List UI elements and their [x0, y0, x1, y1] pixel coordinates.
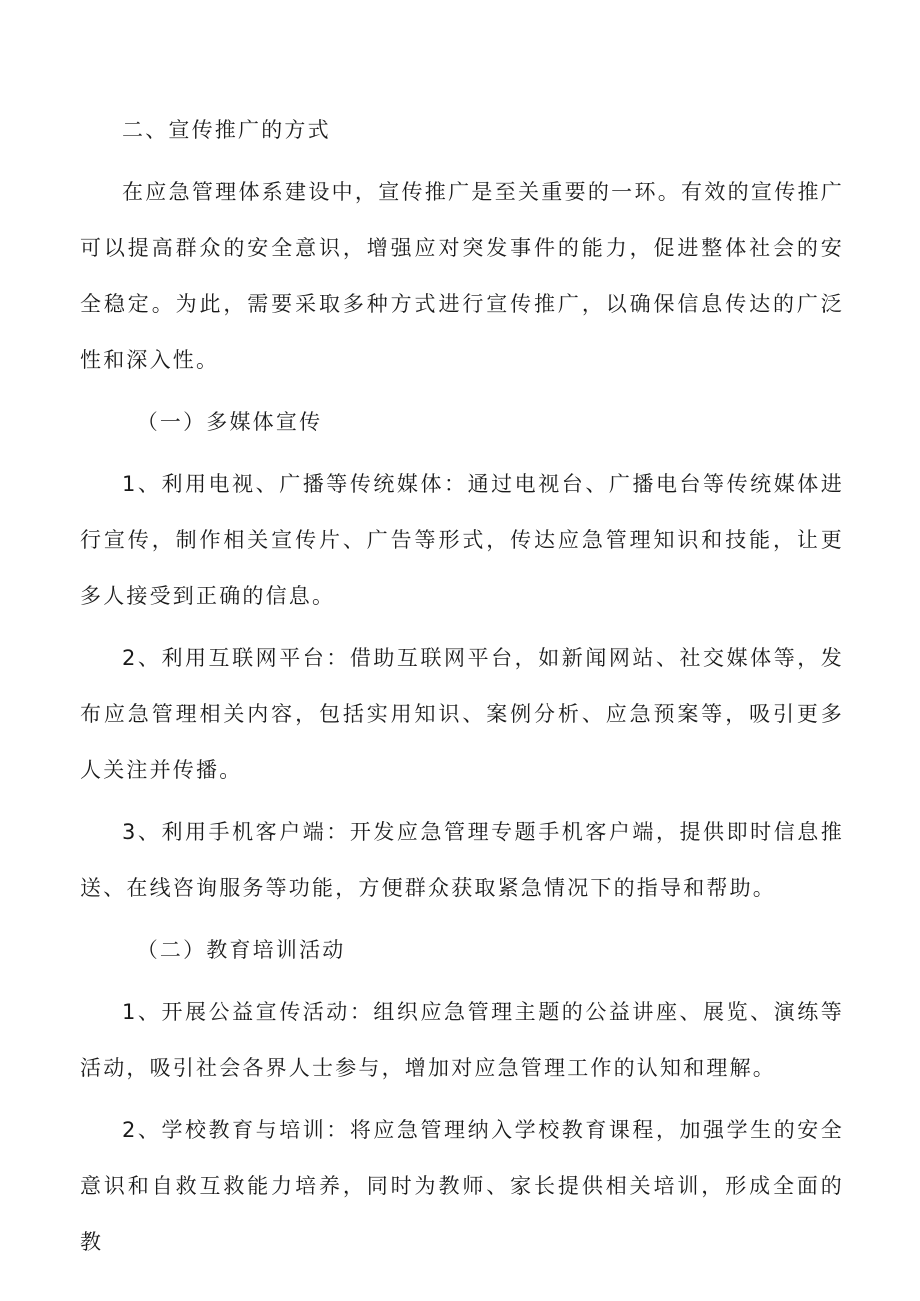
section-title: 二、宣传推广的方式 [122, 118, 331, 142]
list-item: 3、利用手机客户端：开发应急管理专题手机客户端，提供即时信息推送、在线咨询服务等功能，方便群众获取紧急情况下的指导和帮助。 [80, 820, 844, 900]
subsection-title-multimedia: （一）多媒体宣传 [136, 410, 323, 434]
subsection-title-education: （二）教育培训活动 [136, 938, 346, 962]
document-page [80, 102, 844, 1276]
list-item: 2、利用互联网平台：借助互联网平台，如新闻网站、社交媒体等，发布应急管理相关内容，包括实用知识、案例分析、应急预案等，吸引更多人关注并传播。 [80, 646, 844, 782]
list-item: 1、开展公益宣传活动：组织应急管理主题的公益讲座、展览、演练等活动，吸引社会各界人士参与，增加对应急管理工作的认知和理解。 [80, 1000, 844, 1080]
list-item: 2、学校教育与培训：将应急管理纳入学校教育课程，加强学生的安全意识和自救互救能力培养，同时为教师、家长提供相关培训，形成全面的教 [80, 1118, 844, 1254]
list-item: 1、利用电视、广播等传统媒体：通过电视台、广播电台等传统媒体进行宣传，制作相关宣传片、广告等形式，传达应急管理知识和技能，让更多人接受到正确的信息。 [80, 472, 844, 608]
intro-paragraph: 在应急管理体系建设中，宣传推广是至关重要的一环。有效的宣传推广可以提高群众的安全意识，增强应对突发事件的能力，促进整体社会的安全稳定。为此，需要采取多种方式进行宣传推广，以确保信息传达的广泛性和深入性。 [80, 180, 844, 372]
